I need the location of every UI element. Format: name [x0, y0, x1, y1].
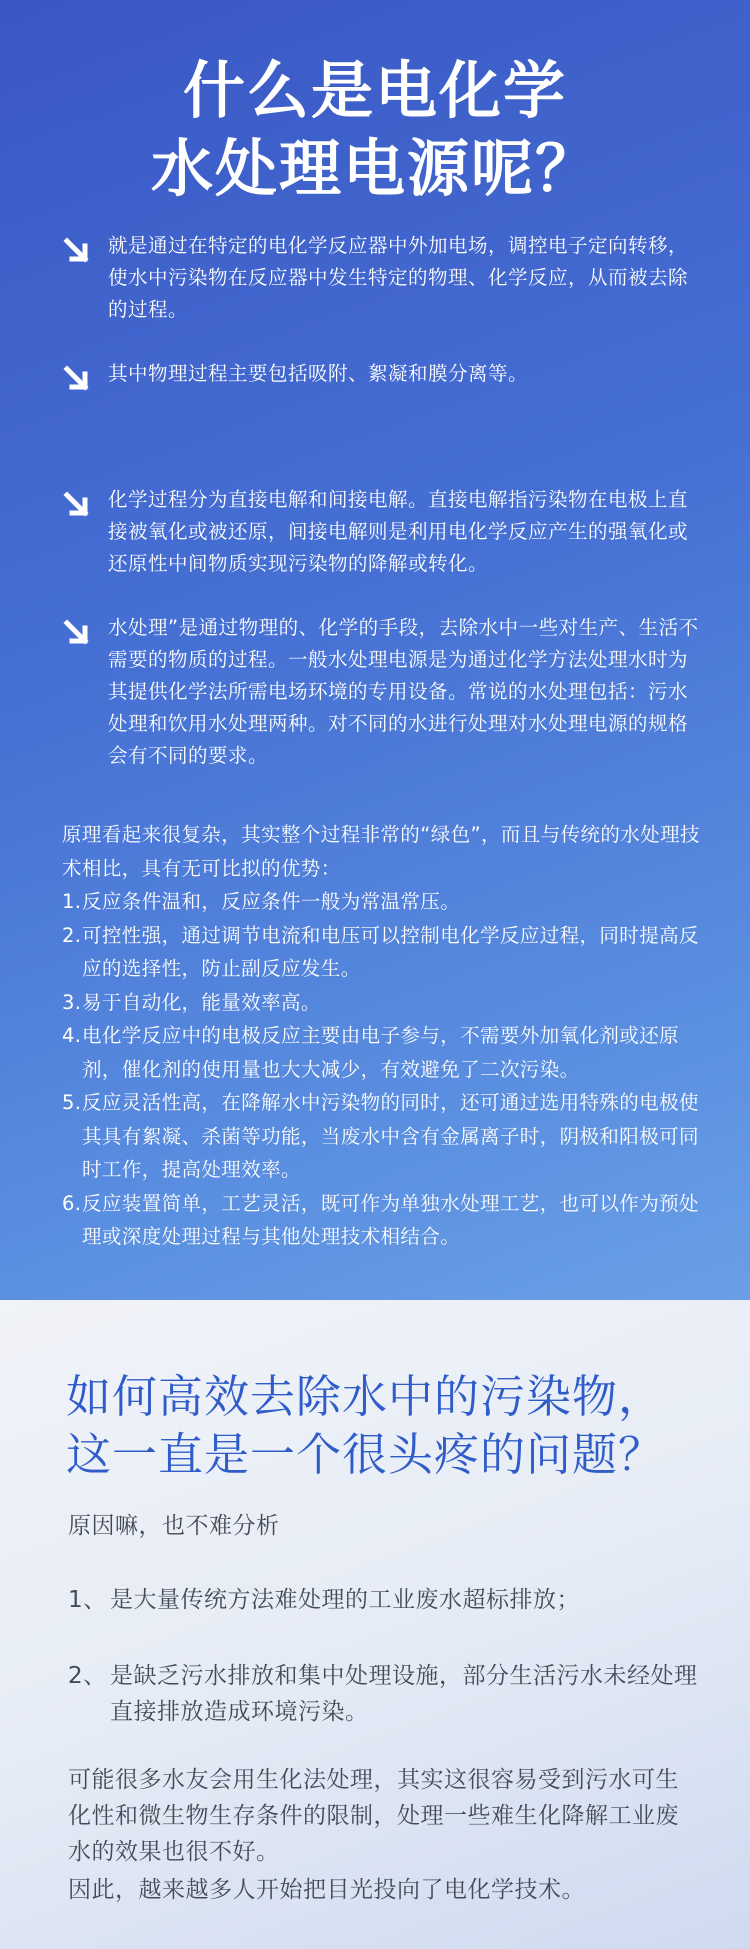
title-line-1: 什么是电化学	[182, 54, 567, 127]
cause-text: 是大量传统方法难处理的工业废水超标排放；	[110, 1587, 580, 1613]
arrow-down-right-icon	[62, 236, 92, 266]
advantage-number: 3.	[62, 990, 82, 1014]
cause-number: 1、	[68, 1587, 107, 1613]
principle-intro: 原理看起来很复杂，其实整个过程非常的“绿色”，而且与传统的水处理技术相比，具有无可比拟的优势：	[62, 823, 700, 880]
cause-item	[68, 1582, 698, 1618]
advantage-item	[62, 1086, 702, 1187]
advantage-text: 易于自动化，能量效率高。	[82, 990, 321, 1014]
bullet-text: 其中物理过程主要包括吸附、絮凝和膜分离等。	[108, 362, 529, 385]
advantage-number: 5.	[62, 1091, 82, 1114]
arrow-down-right-icon	[62, 490, 92, 520]
arrow-down-right-icon	[62, 618, 92, 648]
paragraph: 因此，越来越多人开始把目光投向了电化学技术。	[68, 1877, 585, 1903]
bullet-item	[62, 230, 702, 326]
question-title-line-1: 如何高效去除水中的污染物，	[66, 1370, 665, 1423]
bullet-text: 就是通过在特定的电化学反应器中外加电场，调控电子定向转移，使水中污染物在反应器中发生特定的物理、化学反应，从而被去除的过程。	[108, 234, 689, 321]
advantage-item	[62, 986, 702, 1020]
question-title-line-2: 这一直是一个很头疼的问题？	[66, 1428, 665, 1481]
advantage-item	[62, 885, 702, 919]
bullet-item	[62, 358, 702, 394]
bullet-text: 化学过程分为直接电解和间接电解。直接电解指污染物在电极上直接被氧化或被还原，间接电解则是利用电化学反应产生的强氧化或还原性中间物质实现污染物的降解或转化。	[108, 488, 689, 575]
principle-block	[62, 818, 702, 1254]
cause-item	[68, 1658, 698, 1730]
advantage-text: 反应条件温和，反应条件一般为常温常压。	[82, 890, 461, 913]
advantage-number: 6.	[62, 1191, 82, 1215]
advantage-text: 可控性强，通过调节电流和电压可以控制电化学反应过程，同时提高反应的选择性，防止副反应发生。	[82, 923, 699, 980]
cause-text: 是缺乏污水排放和集中处理设施，部分生活污水未经处理直接排放造成环境污染。	[110, 1663, 698, 1725]
question-title	[66, 1368, 726, 1484]
advantage-number: 1.	[62, 890, 82, 913]
advantage-text: 反应灵活性高，在降解水中污染物的同时，还可通过选用特殊的电极使其具有絮凝、杀菌等功能，当废水中含有金属离子时，阴极和阳极可同时工作，提高处理效率。	[82, 1091, 699, 1181]
advantage-item	[62, 1187, 702, 1254]
bullet-item	[62, 612, 702, 772]
bullet-text: 水处理”是通过物理的、化学的手段，去除水中一些对生产、生活不需要的物质的过程。一般水处理电源是为通过化学方法处理水时为其提供化学法所需电场环境的专用设备。常说的水处理包括：污水处理和饮用水处理两种。对不同的水进行处理对水处理电源的规格会有不同的要求。	[108, 616, 699, 767]
paragraph: 可能很多水友会用生化法处理，其实这很容易受到污水可生化性和微生物生存条件的限制，处理一些难生化降解工业废水的效果也很不好。	[68, 1767, 679, 1865]
question-section	[0, 1300, 750, 1949]
bullet-item	[62, 484, 702, 580]
advantage-number: 4.	[62, 1024, 82, 1047]
advantage-number: 2.	[62, 923, 82, 947]
arrow-down-right-icon	[62, 364, 92, 394]
lead-text: 原因嘛，也不难分析	[68, 1513, 280, 1539]
title-line-2: 水处理电源呢？	[150, 132, 599, 205]
advantage-item	[62, 919, 702, 986]
advantage-text: 反应装置简单，工艺灵活，既可作为单独水处理工艺，也可以作为预处理或深度处理过程与其他处理技术相结合。	[82, 1191, 699, 1248]
page-title	[0, 52, 750, 208]
advantage-text: 电化学反应中的电极反应主要由电子参与，不需要外加氧化剂或还原剂，催化剂的使用量也大大减少，有效避免了二次污染。	[82, 1024, 680, 1081]
advantage-item	[62, 1019, 702, 1086]
cause-number: 2、	[68, 1663, 107, 1689]
